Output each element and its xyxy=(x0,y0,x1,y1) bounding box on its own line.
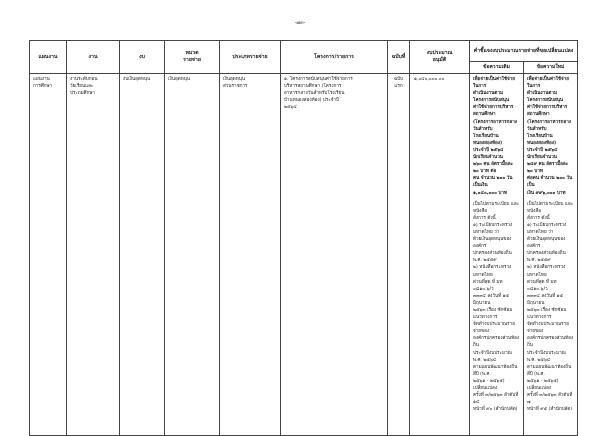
header-fund: งบ xyxy=(120,41,165,74)
header-change-description: คำชี้แจงงบประมาณรายจ่ายที่ขอเปลี่ยนแปลง xyxy=(470,41,578,62)
header-row-1 xyxy=(30,41,578,62)
header-plan: แผนงาน xyxy=(30,41,67,74)
cell-new-text xyxy=(524,74,578,436)
cell-plan: แผนงาน การศึกษา xyxy=(33,77,53,90)
page-number: -๗๓- xyxy=(294,20,306,26)
cell-expense-type: เงินอุดหนุน ส่วนราชการ xyxy=(223,77,248,90)
header-edition: ฉบับที่ xyxy=(388,41,410,74)
cell-approved-budget: ๑,๐๔๐,๐๐๐.๐๐ xyxy=(414,77,445,82)
old-text-body: เป็นไปตามระเบียบ และหนังสือ สั่งการ ดังนี้ ๑) ระเบียบกระทรวงมหาดไทย ว่า ด้วยเงินอุดหนุนขององค์กร ปกครองส่วนท้องถิ่น พ.ศ. ๒๕๕๙ ๒) หนังสือกระทรวงมหาดไทย ด่วนที่สุด ที่ มท ๐๘๑๐.๖/ว ๓๓๓๔ ลงวันที่ ๑๕ มิถุนายน ๒๕๖๓ เรื่อง ซักซ้อมแนวทางการ จัดทำงบประมาณรายจ่ายของ องค์กรปกครองส่วนท้องถิ่น ประจำปีงบประมาณ พ.ศ. ๒๕๖๔ ตามแผนพัฒนาท้องถิ่นสี่ปี (พ.ศ. ๒๕๖๑ - ๒๕๖๕) เปลี่ยนแปลง ครั้งที่ ๓/๒๕๖๓ ลำดับที่ ๑๔ หน้าที่ ๙๐ (สำนักปลัด) xyxy=(473,201,520,413)
header-expense-type: ประเภทรายจ่าย xyxy=(220,41,281,74)
cell-edition: ฉบับ แรก xyxy=(394,77,403,90)
new-text-heading: เพื่อจ่ายเป็นค่าใช้จ่ายในการ ดำเนินงานตามโครงการสนับสนุน ค่าใช้จ่ายการบริหารสถานศึกษา (โครงการอาหารกลางวันสำหรับ โรงเรียนบ้านหนองสองห้อง) ประจำปี ๒๕๖๔ นักเรียนจำนวน ๒๔๙ คน อัตรามื้อละ ๒๐ บาท ต่อคน จำนวน ๒๐๐ วัน เป็น เงิน ๙๙๖,๐๐๐ บาท xyxy=(527,77,573,196)
old-text-heading: เพื่อจ่ายเป็นค่าใช้จ่ายในการ ดำเนินงานตามโครงการสนับสนุน ค่าใช้จ่ายการบริหารสถานศึกษา (โครงการอาหารกลางวันสำหรับ โรงเรียนบ้านหนองสองห้อง) ประจำปี ๒๕๖๔ นักเรียนจำนวน ๒๖๐ คน อัตรามื้อละ ๒๐ บาท ต่อ คน จำนวน ๒๐๐ วัน เป็นเงิน ๑,๐๔๐,๐๐๐ บาท xyxy=(473,77,518,196)
new-text-body: เป็นไปตามระเบียบ และหนังสือ สั่งการ ดังนี้ ๑) ระเบียบกระทรวงมหาดไทย ว่า ด้วยเงินอุดหนุนขององค์กร ปกครองส่วนท้องถิ่น พ.ศ. ๒๕๕๙ ๒) หนังสือกระทรวงมหาดไทย ด่วนที่สุด ที่ มท ๐๘๑๐.๖/ว ๓๓๓๔ ลงวันที่ ๑๕ มิถุนายน ๒๕๖๓ เรื่อง ซักซ้อมแนวทางการ จัดทำงบประมาณรายจ่ายของ องค์กรปกครองส่วนท้องถิ่น ประจำปีงบประมาณ พ.ศ. ๒๕๖๔ ตามแผนพัฒนาท้องถิ่นสี่ปี (พ.ศ. ๒๕๖๑ - ๒๕๖๕) เปลี่ยนแปลง ครั้งที่ ๓/๒๕๖๓ ลำดับที่ ๗ หน้าที่ ๙๕ (สำนักปลัด) xyxy=(527,201,574,413)
header-approved-budget: งบประมาณ อนุมัติ xyxy=(410,41,470,74)
header-project: โครงการ/รายการ xyxy=(281,41,388,74)
header-work: งาน xyxy=(67,41,120,74)
table-row xyxy=(30,74,578,436)
cell-work: งานระดับก่อน วัยเรียนและ ประถมศึกษา xyxy=(70,77,98,97)
cell-old-text xyxy=(470,74,524,436)
header-new-text: ข้อความใหม่ xyxy=(524,62,578,74)
cell-project: ๑. โครงการสนับสนุนค่าใช้จ่ายการ บริหารสถานศึกษา (โครงการ อาหารกลางวันสำหรับโรงเรียน บ้านหนองสองห้อง) ประจำปี ๒๕๖๔ xyxy=(284,77,353,111)
budget-change-table xyxy=(29,40,578,436)
header-old-text: ข้อความเดิม xyxy=(470,62,524,74)
header-category: หมวด รายจ่าย xyxy=(165,41,220,74)
cell-fund: งบเงินอุดหนุน xyxy=(123,77,151,82)
cell-category: เงินอุดหนุน xyxy=(168,77,191,82)
